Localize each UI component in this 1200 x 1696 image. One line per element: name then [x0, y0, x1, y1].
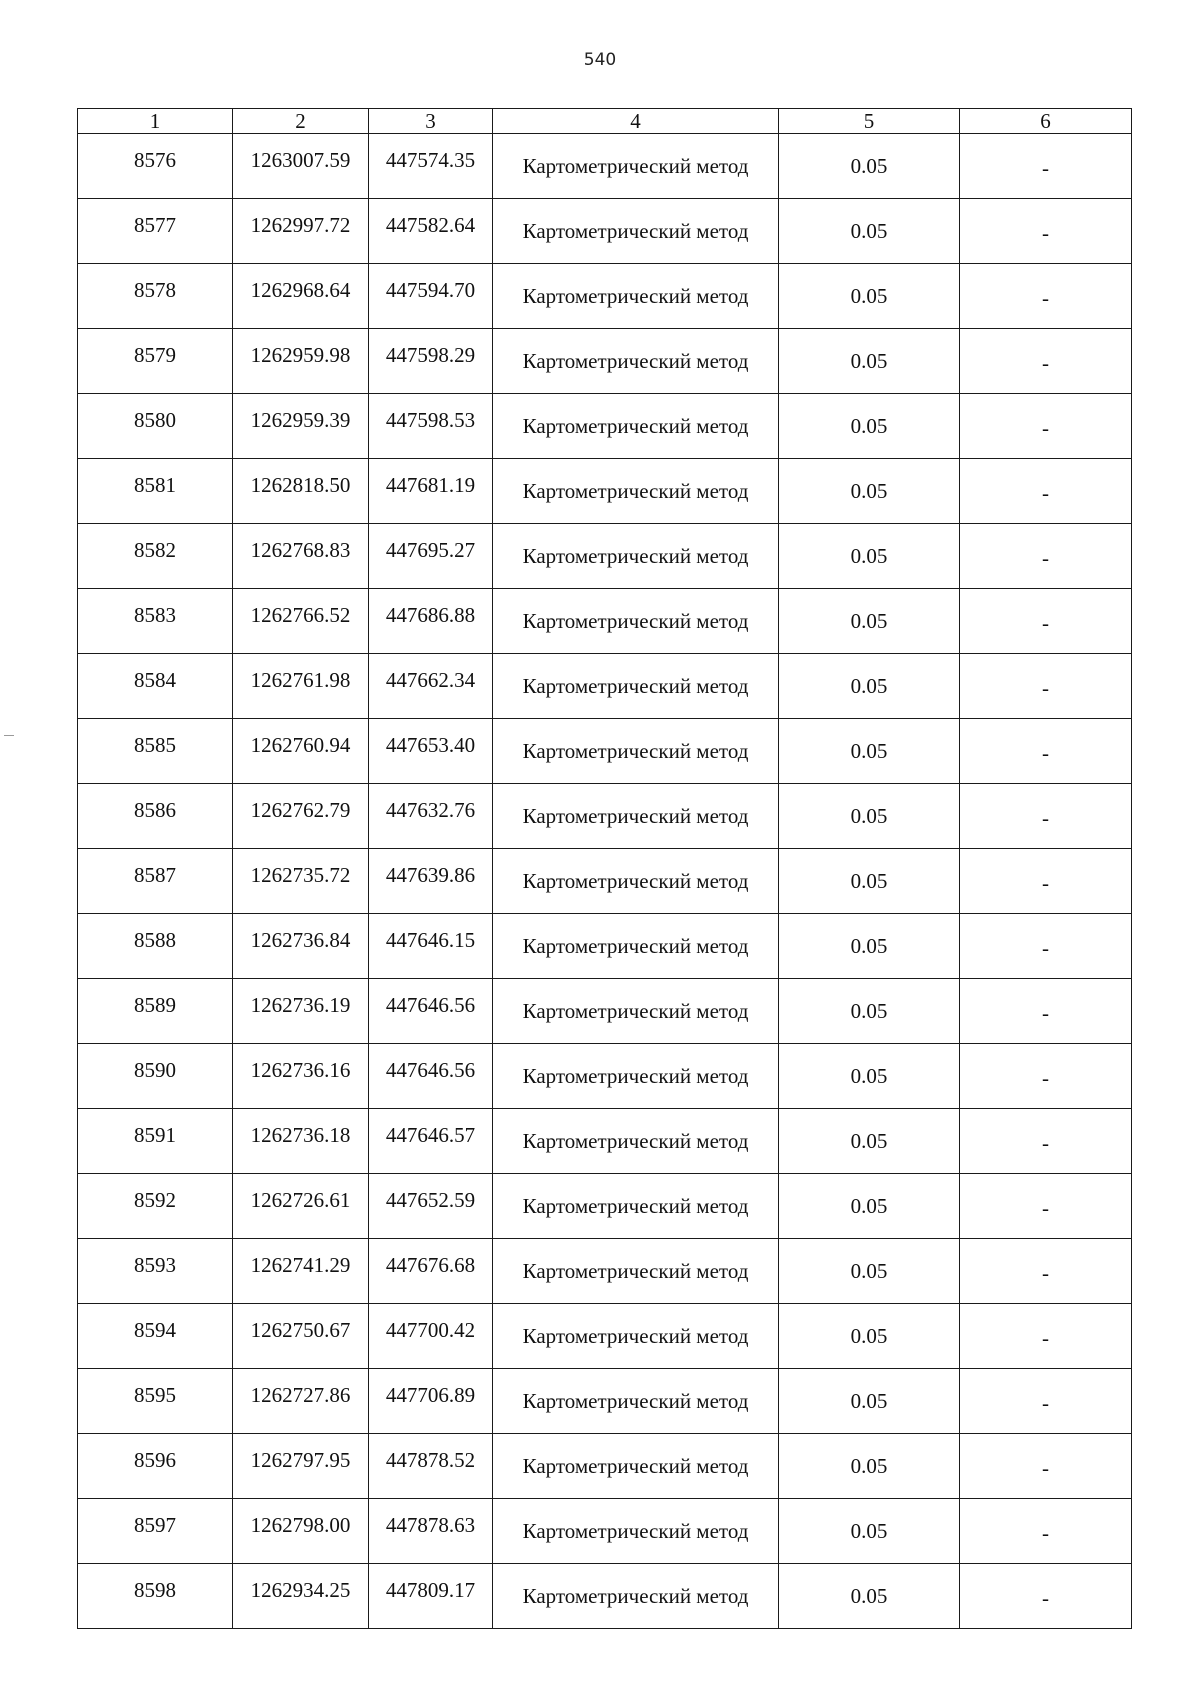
x-coordinate-cell: 1262762.79 — [233, 784, 369, 849]
method-cell: Картометрический метод — [493, 654, 779, 719]
x-coordinate-cell: 1262727.86 — [233, 1369, 369, 1434]
point-number-cell: 8596 — [78, 1434, 233, 1499]
table-row — [78, 1369, 1132, 1434]
column-header-4: 4 — [493, 109, 779, 134]
method-cell: Картометрический метод — [493, 1499, 779, 1564]
x-coordinate-cell: 1262959.39 — [233, 394, 369, 459]
method-cell: Картометрический метод — [493, 849, 779, 914]
y-coordinate-cell: 447878.52 — [369, 1434, 493, 1499]
accuracy-cell: 0.05 — [779, 1109, 960, 1174]
y-coordinate-cell: 447695.27 — [369, 524, 493, 589]
x-coordinate-cell: 1262750.67 — [233, 1304, 369, 1369]
point-number-cell: 8594 — [78, 1304, 233, 1369]
note-cell: - — [960, 654, 1132, 719]
table-row — [78, 719, 1132, 784]
method-cell: Картометрический метод — [493, 784, 779, 849]
accuracy-cell: 0.05 — [779, 1369, 960, 1434]
x-coordinate-cell: 1262735.72 — [233, 849, 369, 914]
table-row — [78, 1564, 1132, 1629]
x-coordinate-cell: 1262968.64 — [233, 264, 369, 329]
accuracy-cell: 0.05 — [779, 654, 960, 719]
accuracy-cell: 0.05 — [779, 849, 960, 914]
y-coordinate-cell: 447706.89 — [369, 1369, 493, 1434]
point-number-cell: 8595 — [78, 1369, 233, 1434]
note-cell: - — [960, 524, 1132, 589]
method-cell: Картометрический метод — [493, 1044, 779, 1109]
x-coordinate-cell: 1262736.19 — [233, 979, 369, 1044]
method-cell: Картометрический метод — [493, 914, 779, 979]
accuracy-cell: 0.05 — [779, 329, 960, 394]
note-cell: - — [960, 1499, 1132, 1564]
note-cell: - — [960, 394, 1132, 459]
x-coordinate-cell: 1262997.72 — [233, 199, 369, 264]
accuracy-cell: 0.05 — [779, 1434, 960, 1499]
note-cell: - — [960, 1564, 1132, 1629]
x-coordinate-cell: 1262736.84 — [233, 914, 369, 979]
accuracy-cell: 0.05 — [779, 1239, 960, 1304]
table-row — [78, 199, 1132, 264]
table-row — [78, 914, 1132, 979]
point-number-cell: 8583 — [78, 589, 233, 654]
y-coordinate-cell: 447686.88 — [369, 589, 493, 654]
y-coordinate-cell: 447598.29 — [369, 329, 493, 394]
coordinates-table — [77, 108, 1132, 1629]
method-cell: Картометрический метод — [493, 329, 779, 394]
note-cell: - — [960, 264, 1132, 329]
method-cell: Картометрический метод — [493, 1174, 779, 1239]
y-coordinate-cell: 447878.63 — [369, 1499, 493, 1564]
method-cell: Картометрический метод — [493, 394, 779, 459]
y-coordinate-cell: 447646.56 — [369, 979, 493, 1044]
x-coordinate-cell: 1262736.18 — [233, 1109, 369, 1174]
table-row — [78, 329, 1132, 394]
note-cell: - — [960, 1434, 1132, 1499]
column-header-6: 6 — [960, 109, 1132, 134]
note-cell: - — [960, 1369, 1132, 1434]
method-cell: Картометрический метод — [493, 134, 779, 199]
method-cell: Картометрический метод — [493, 264, 779, 329]
y-coordinate-cell: 447574.35 — [369, 134, 493, 199]
point-number-cell: 8577 — [78, 199, 233, 264]
x-coordinate-cell: 1262766.52 — [233, 589, 369, 654]
point-number-cell: 8580 — [78, 394, 233, 459]
y-coordinate-cell: 447676.68 — [369, 1239, 493, 1304]
accuracy-cell: 0.05 — [779, 979, 960, 1044]
y-coordinate-cell: 447582.64 — [369, 199, 493, 264]
column-header-2: 2 — [233, 109, 369, 134]
table-row — [78, 524, 1132, 589]
y-coordinate-cell: 447652.59 — [369, 1174, 493, 1239]
table-row — [78, 979, 1132, 1044]
accuracy-cell: 0.05 — [779, 524, 960, 589]
point-number-cell: 8589 — [78, 979, 233, 1044]
point-number-cell: 8581 — [78, 459, 233, 524]
accuracy-cell: 0.05 — [779, 1044, 960, 1109]
method-cell: Картометрический метод — [493, 1109, 779, 1174]
accuracy-cell: 0.05 — [779, 1499, 960, 1564]
note-cell: - — [960, 1174, 1132, 1239]
table-row — [78, 1304, 1132, 1369]
point-number-cell: 8588 — [78, 914, 233, 979]
y-coordinate-cell: 447646.15 — [369, 914, 493, 979]
method-cell: Картометрический метод — [493, 979, 779, 1044]
method-cell: Картометрический метод — [493, 199, 779, 264]
note-cell: - — [960, 1304, 1132, 1369]
table-row — [78, 1174, 1132, 1239]
accuracy-cell: 0.05 — [779, 1304, 960, 1369]
x-coordinate-cell: 1262818.50 — [233, 459, 369, 524]
x-coordinate-cell: 1262797.95 — [233, 1434, 369, 1499]
y-coordinate-cell: 447646.56 — [369, 1044, 493, 1109]
y-coordinate-cell: 447809.17 — [369, 1564, 493, 1629]
point-number-cell: 8582 — [78, 524, 233, 589]
table-row — [78, 1109, 1132, 1174]
note-cell: - — [960, 134, 1132, 199]
point-number-cell: 8585 — [78, 719, 233, 784]
note-cell: - — [960, 459, 1132, 524]
method-cell: Картометрический метод — [493, 719, 779, 784]
method-cell: Картометрический метод — [493, 459, 779, 524]
note-cell: - — [960, 1044, 1132, 1109]
y-coordinate-cell: 447700.42 — [369, 1304, 493, 1369]
table-row — [78, 1434, 1132, 1499]
method-cell: Картометрический метод — [493, 589, 779, 654]
point-number-cell: 8598 — [78, 1564, 233, 1629]
point-number-cell: 8578 — [78, 264, 233, 329]
y-coordinate-cell: 447639.86 — [369, 849, 493, 914]
table-row — [78, 1239, 1132, 1304]
point-number-cell: 8592 — [78, 1174, 233, 1239]
accuracy-cell: 0.05 — [779, 589, 960, 654]
point-number-cell: 8576 — [78, 134, 233, 199]
x-coordinate-cell: 1262741.29 — [233, 1239, 369, 1304]
point-number-cell: 8584 — [78, 654, 233, 719]
x-coordinate-cell: 1262726.61 — [233, 1174, 369, 1239]
table-body — [78, 134, 1132, 1629]
accuracy-cell: 0.05 — [779, 459, 960, 524]
table-row — [78, 654, 1132, 719]
method-cell: Картометрический метод — [493, 1369, 779, 1434]
y-coordinate-cell: 447646.57 — [369, 1109, 493, 1174]
table-row — [78, 849, 1132, 914]
accuracy-cell: 0.05 — [779, 1174, 960, 1239]
x-coordinate-cell: 1262768.83 — [233, 524, 369, 589]
x-coordinate-cell: 1262736.16 — [233, 1044, 369, 1109]
accuracy-cell: 0.05 — [779, 914, 960, 979]
y-coordinate-cell: 447662.34 — [369, 654, 493, 719]
note-cell: - — [960, 784, 1132, 849]
x-coordinate-cell: 1262760.94 — [233, 719, 369, 784]
accuracy-cell: 0.05 — [779, 784, 960, 849]
y-coordinate-cell: 447681.19 — [369, 459, 493, 524]
column-header-1: 1 — [78, 109, 233, 134]
y-coordinate-cell: 447632.76 — [369, 784, 493, 849]
table-row — [78, 394, 1132, 459]
point-number-cell: 8586 — [78, 784, 233, 849]
table-row — [78, 784, 1132, 849]
page-number: 540 — [583, 50, 617, 70]
method-cell: Картометрический метод — [493, 1434, 779, 1499]
point-number-cell: 8590 — [78, 1044, 233, 1109]
method-cell: Картометрический метод — [493, 1239, 779, 1304]
table-header — [78, 109, 1132, 134]
method-cell: Картометрический метод — [493, 1564, 779, 1629]
x-coordinate-cell: 1262761.98 — [233, 654, 369, 719]
table-row — [78, 134, 1132, 199]
x-coordinate-cell: 1262934.25 — [233, 1564, 369, 1629]
point-number-cell: 8597 — [78, 1499, 233, 1564]
point-number-cell: 8579 — [78, 329, 233, 394]
method-cell: Картометрический метод — [493, 524, 779, 589]
accuracy-cell: 0.05 — [779, 134, 960, 199]
y-coordinate-cell: 447594.70 — [369, 264, 493, 329]
y-coordinate-cell: 447653.40 — [369, 719, 493, 784]
note-cell: - — [960, 914, 1132, 979]
accuracy-cell: 0.05 — [779, 264, 960, 329]
x-coordinate-cell: 1262959.98 — [233, 329, 369, 394]
note-cell: - — [960, 849, 1132, 914]
point-number-cell: 8593 — [78, 1239, 233, 1304]
scan-artifact — [4, 735, 14, 736]
note-cell: - — [960, 979, 1132, 1044]
note-cell: - — [960, 589, 1132, 654]
note-cell: - — [960, 1239, 1132, 1304]
table-row — [78, 1044, 1132, 1109]
table-row — [78, 1499, 1132, 1564]
accuracy-cell: 0.05 — [779, 394, 960, 459]
x-coordinate-cell: 1263007.59 — [233, 134, 369, 199]
note-cell: - — [960, 1109, 1132, 1174]
column-header-5: 5 — [779, 109, 960, 134]
method-cell: Картометрический метод — [493, 1304, 779, 1369]
point-number-cell: 8587 — [78, 849, 233, 914]
accuracy-cell: 0.05 — [779, 1564, 960, 1629]
note-cell: - — [960, 329, 1132, 394]
column-header-3: 3 — [369, 109, 493, 134]
accuracy-cell: 0.05 — [779, 719, 960, 784]
point-number-cell: 8591 — [78, 1109, 233, 1174]
table-row — [78, 459, 1132, 524]
note-cell: - — [960, 719, 1132, 784]
x-coordinate-cell: 1262798.00 — [233, 1499, 369, 1564]
note-cell: - — [960, 199, 1132, 264]
accuracy-cell: 0.05 — [779, 199, 960, 264]
table-row — [78, 589, 1132, 654]
table-row — [78, 264, 1132, 329]
y-coordinate-cell: 447598.53 — [369, 394, 493, 459]
header-row — [78, 109, 1132, 134]
